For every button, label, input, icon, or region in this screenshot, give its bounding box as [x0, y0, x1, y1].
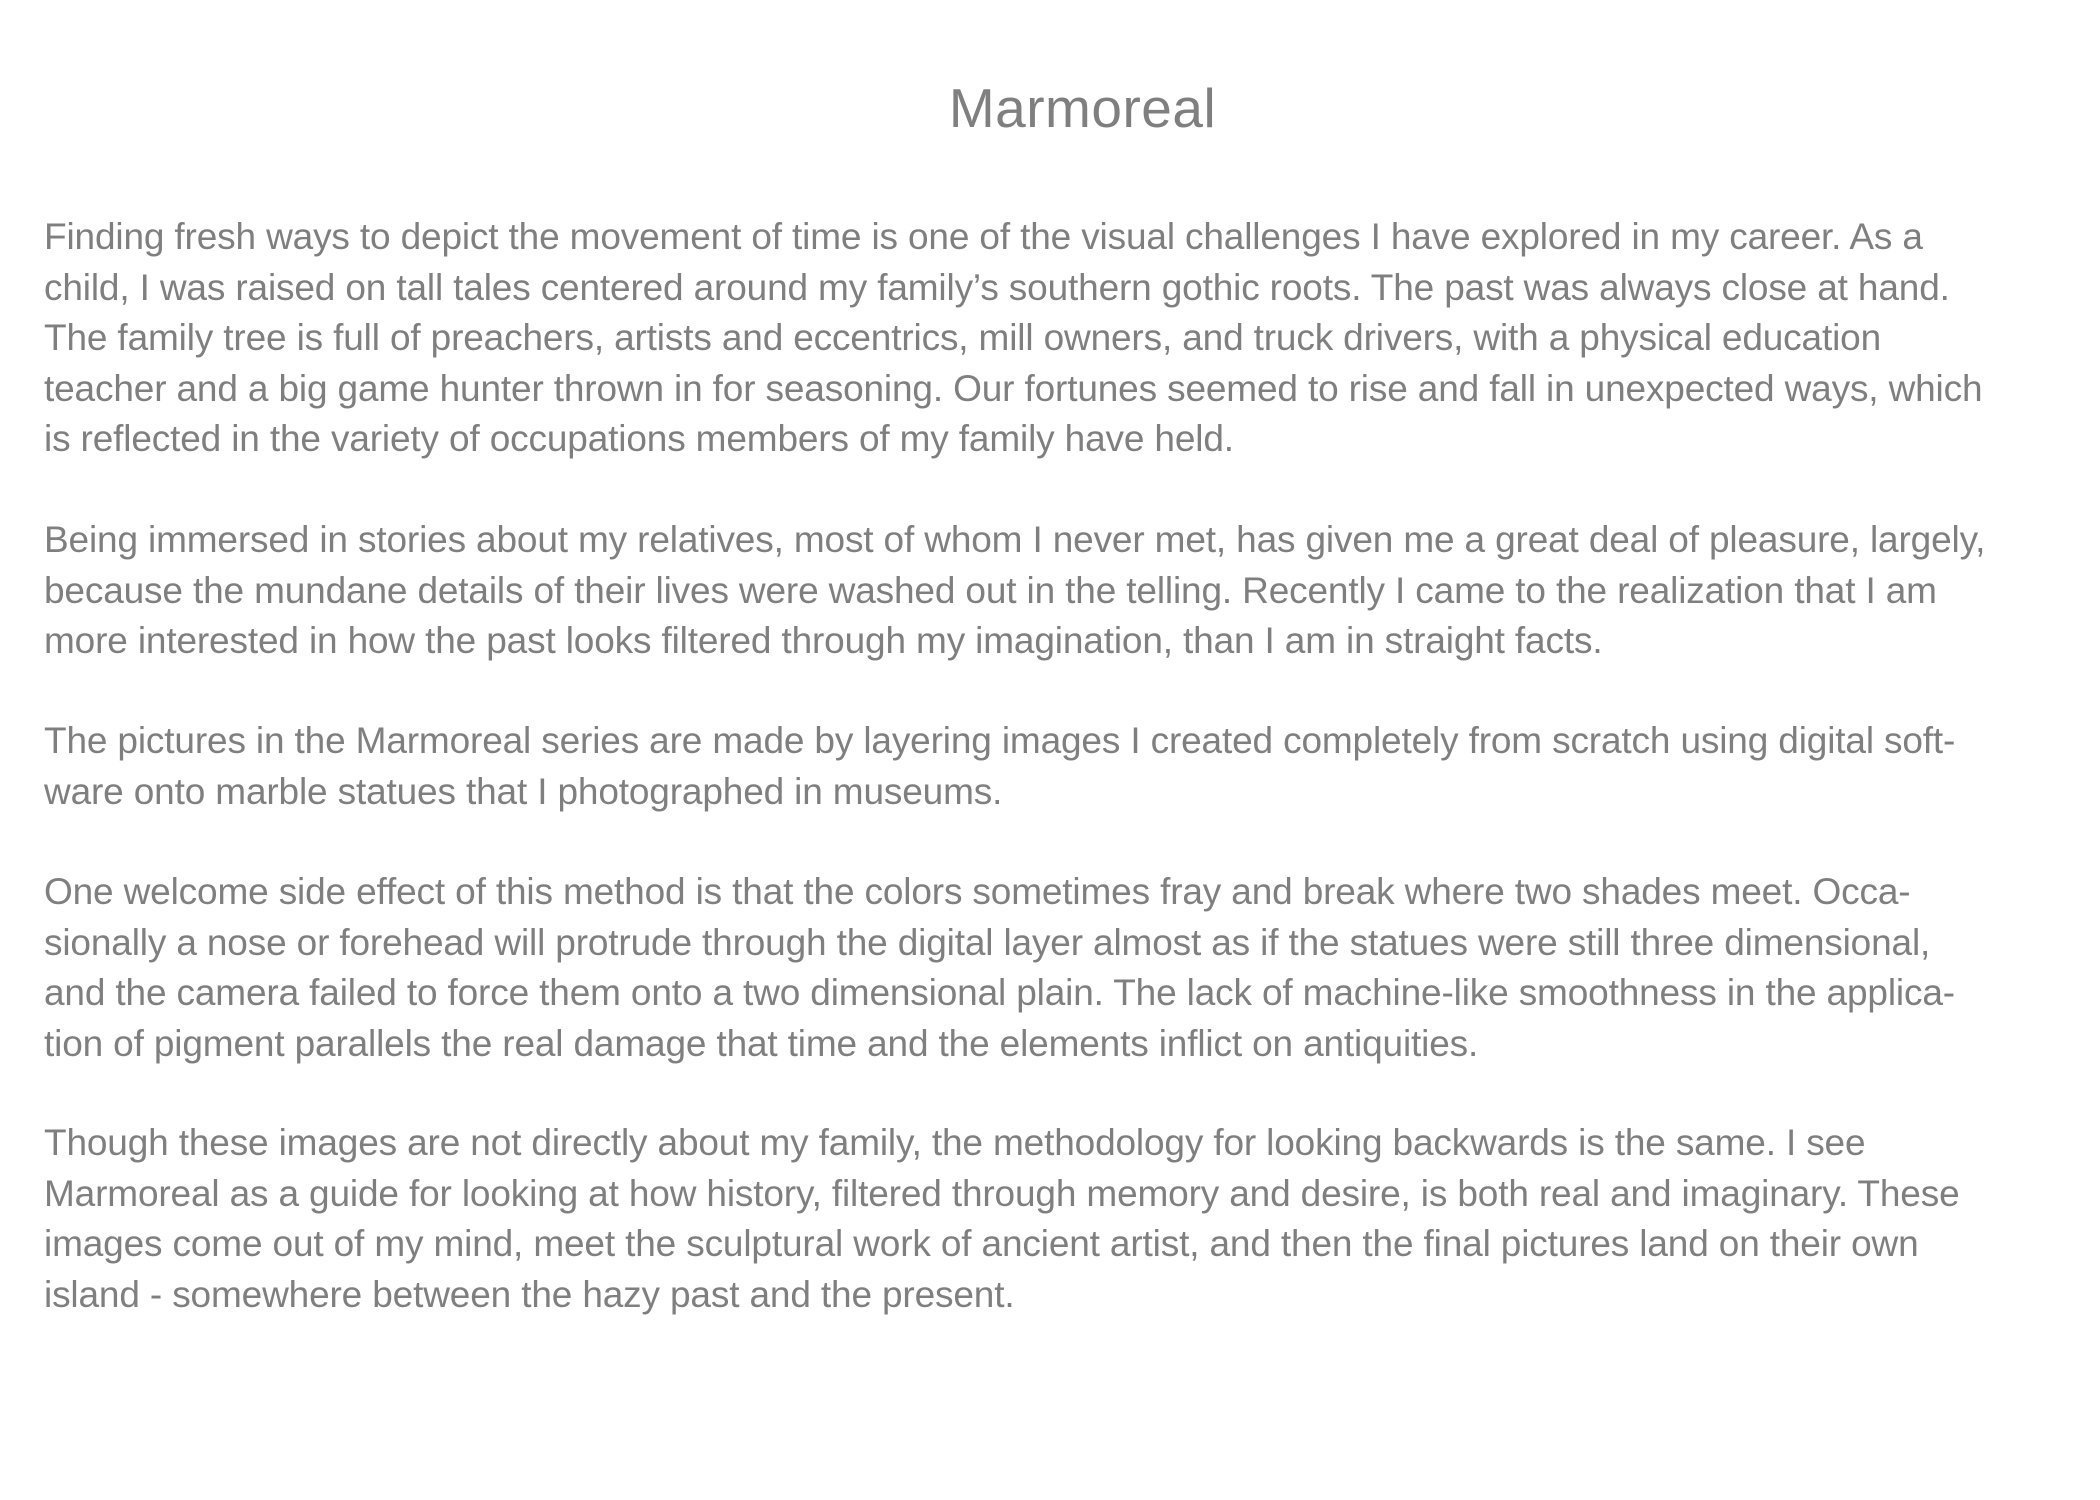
paragraph-line: The pictures in the Marmoreal series are made by layering images I created completely from scratch using digital soft-	[44, 720, 1956, 761]
paragraph-line: Being immersed in stories about my relatives, most of whom I never met, has given me a great deal of pleasure, largely,	[44, 519, 1986, 560]
paragraph-line: Though these images are not directly about my family, the methodology for looking backwards is the same. I see	[44, 1122, 1866, 1163]
paragraph-line: ware onto marble statues that I photographed in museums.	[44, 770, 1003, 812]
paragraph-line: images come out of my mind, meet the sculptural work of ancient artist, and then the final pictures land on their own	[44, 1223, 1919, 1264]
paragraph-line: because the mundane details of their lives were washed out in the telling. Recently I came to the realization that I am	[44, 569, 1937, 611]
paragraph-line: The family tree is full of preachers, artists and eccentrics, mill owners, and truck drivers, with a physical education	[44, 317, 1882, 358]
paragraph-line: more interested in how the past looks filtered through my imagination, than I am in straight facts.	[44, 620, 1603, 661]
paragraph-3	[44, 716, 2100, 817]
paragraph-line: is reflected in the variety of occupations members of my family have held.	[44, 418, 1234, 459]
paragraph-line: One welcome side effect of this method is that the colors sometimes fray and break where two shades meet. Occa-	[44, 871, 1911, 912]
paragraph-line: child, I was raised on tall tales centered around my family’s southern gothic roots. The past was always close at hand.	[44, 266, 1950, 308]
paragraph-2	[44, 515, 2100, 667]
paragraph-line: teacher and a big game hunter thrown in for seasoning. Our fortunes seemed to rise and fall in unexpected ways, which	[44, 367, 1983, 409]
paragraph-line: sionally a nose or forehead will protrude through the digital layer almost as if the statues were still three dimensional,	[44, 921, 1931, 963]
paragraph-5	[44, 1118, 2100, 1320]
paragraph-line: and the camera failed to force them onto a two dimensional plain. The lack of machine-like smoothness in the applica-	[44, 972, 1955, 1013]
paragraph-line: island - somewhere between the hazy past and the present.	[44, 1273, 1015, 1315]
paragraph-1	[44, 212, 2100, 465]
paragraph-line: Finding fresh ways to depict the movement of time is one of the visual challenges I have explored in my career. As a	[44, 216, 1923, 257]
paragraph-line: tion of pigment parallels the real damage that time and the elements inflict on antiquities.	[44, 1022, 1479, 1064]
paragraph-line: Marmoreal as a guide for looking at how history, filtered through memory and desire, is both real and imaginary. These	[44, 1172, 1960, 1214]
page-title: Marmoreal	[948, 77, 1217, 139]
paragraph-4	[44, 867, 2100, 1069]
